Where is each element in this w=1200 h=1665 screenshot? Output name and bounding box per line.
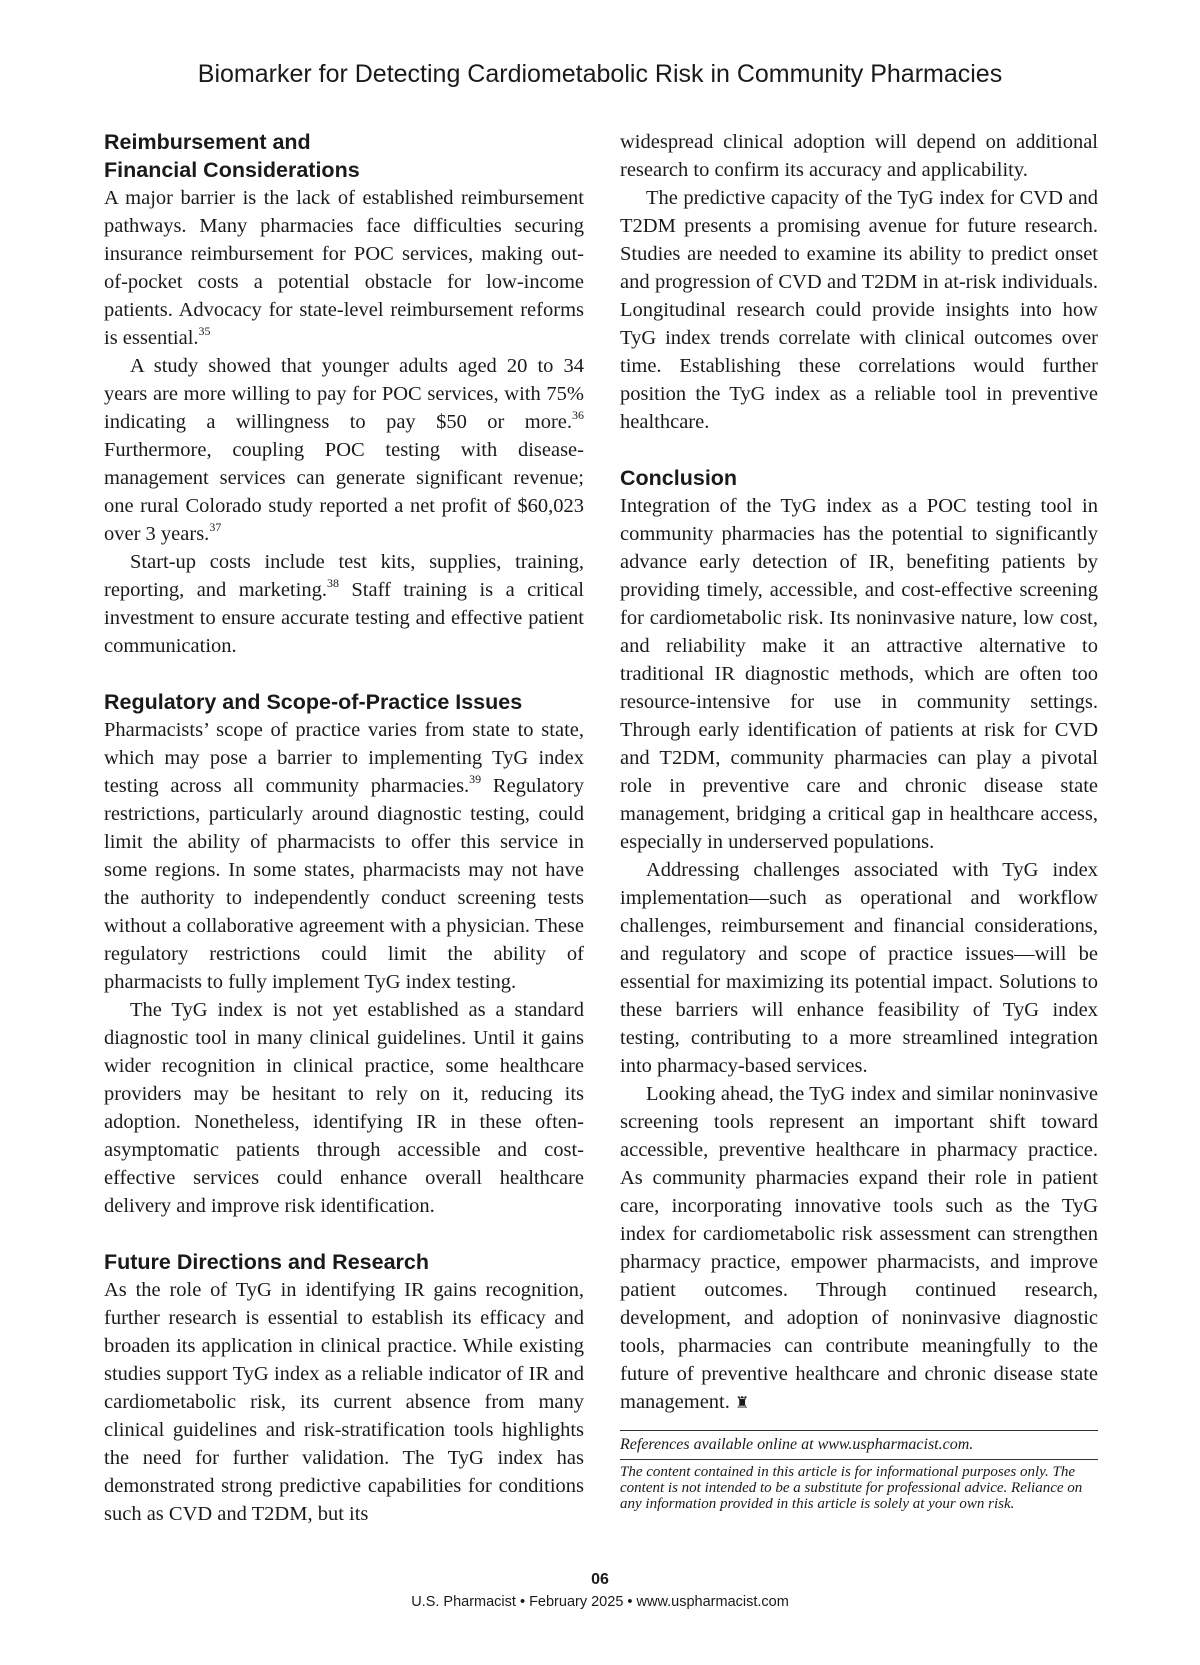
paragraph-text: Start-up costs include test kits, supplies, training, reporting, and marketing. <box>104 551 584 601</box>
section-heading-future-directions: Future Directions and Research <box>104 1250 429 1274</box>
section-heading-regulatory: Regulatory and Scope-of-Practice Issues <box>104 690 523 714</box>
paragraph <box>104 184 584 352</box>
paragraph <box>104 352 584 548</box>
running-header: Biomarker for Detecting Cardiometabolic Risk in Community Pharmacies <box>197 60 1003 88</box>
paragraph: As the role of TyG in identifying IR gains recognition, further research is essential to establish its efficacy and broaden its application in clinical practice. While existing studies support TyG index as a reliable indicator of IR and cardiometabolic risk, its current absence from many clinical guidelines and risk-stratification tools highlights the need for further validation. The TyG index has demonstrated strong predictive capabilities for conditions such as CVD and T2DM, but its <box>104 1279 584 1525</box>
disclaimer: The content contained in this article is for informational purposes only. The content is not intended to be a substitute for professional advice. Reliance on any information provided in this article is solely at your own risk. <box>620 1464 1083 1512</box>
paragraph: The predictive capacity of the TyG index for CVD and T2DM presents a promising avenue for future research. Studies are needed to examine its ability to predict onset and progression of CVD and T2DM in at-risk individuals. Longitudinal research could provide insights into how TyG index trends correlate with clinical outcomes over time. Establishing these correlations would further position the TyG index as a reliable tool in preventive healthcare. <box>620 187 1098 433</box>
paragraph-text: Pharmacists’ scope of practice varies from state to state, which may pose a barrier to implementing TyG index testing across all community pharmacies. <box>104 719 584 797</box>
citation: 37 <box>209 520 222 535</box>
footer-publication-line: U.S. Pharmacist • February 2025 • www.uspharmacist.com <box>411 1594 789 1610</box>
paragraph-text: Regulatory restrictions, particularly around diagnostic testing, could limit the ability of pharmacists to offer this service in some regions. In some states, pharmacists may not have the authority to independently conduct screening tests without a collaborative agreement with a physician. These regulatory restrictions could limit the ability of pharmacists to fully implement TyG index testing. <box>104 775 584 993</box>
paragraph <box>104 548 584 660</box>
citation: 39 <box>469 772 482 787</box>
page-number: 06 <box>591 1571 609 1588</box>
paragraph <box>104 716 584 996</box>
paragraph <box>620 1080 1098 1418</box>
paragraph-text: A major barrier is the lack of established reimbursement pathways. Many pharmacies face difficulties securing insurance reimbursement for POC services, making out-of-pocket costs a potential obstacle for low-income patients. Advocacy for state-level reimbursement reforms is essential. <box>104 187 584 349</box>
right-column <box>620 128 1098 1512</box>
citation: 38 <box>326 576 339 591</box>
section-heading-reimbursement <box>104 128 584 184</box>
paragraph: The TyG index is not yet established as a standard diagnostic tool in many clinical guidelines. Until it gains wider recognition in clinical practice, some healthcare providers may be hesitant to rely on it, reducing its adoption. Nonetheless, identifying IR in these often-asymptomatic patients through accessible and cost-effective services could enhance overall healthcare delivery and improve risk identification. <box>104 999 584 1217</box>
paragraph-text: Furthermore, coupling POC testing with disease-management services can generate significant revenue; one rural Colorado study reported a net profit of $60,023 over 3 years. <box>104 439 584 545</box>
paragraph: Integration of the TyG index as a POC testing tool in community pharmacies has the potential to significantly advance early detection of IR, benefiting patients by providing timely, accessible, and cost-effective screening for cardiometabolic risk. Its noninvasive nature, low cost, and reliability make it an attractive alternative to traditional IR diagnostic methods, which are often too resource-intensive for use in community settings. Through early identification of patients at risk for CVD and T2DM, community pharmacies can play a pivotal role in preventive care and chronic disease state management, bridging a critical gap in healthcare access, especially in underserved populations. <box>620 495 1098 853</box>
paragraph-text: Staff training is a critical investment to ensure accurate testing and effective patient communication. <box>104 579 584 657</box>
paragraph: widespread clinical adoption will depend on additional research to confirm its accuracy and applicability. <box>620 131 1098 181</box>
paragraph: Addressing challenges associated with TyG index implementation—such as operational and workflow challenges, reimbursement and financial considerations, and regulatory and scope of practice issues—will be essential for maximizing its potential impact. Solutions to these barriers will enhance feasibility of TyG index testing, contributing to a more streamlined integration into pharmacy-based services. <box>620 859 1098 1077</box>
references-note: References available online at www.uspharmacist.com. <box>620 1436 974 1453</box>
heading-line: Financial Considerations <box>104 158 360 182</box>
paragraph-text: A study showed that younger adults aged 20 to 34 years are more willing to pay for POC services, with 75% indicating a willingness to pay $50 or more. <box>104 355 584 433</box>
divider <box>620 1459 1098 1460</box>
citation: 35 <box>198 324 211 339</box>
section-heading-conclusion: Conclusion <box>620 466 738 490</box>
left-column <box>104 128 584 1528</box>
paragraph-text: Looking ahead, the TyG index and similar noninvasive screening tools represent an important shift toward accessible, preventive healthcare in pharmacy practice. As community pharmacies expand their role in patient care, incorporating innovative tools such as the TyG index for cardiometabolic risk assessment can strengthen pharmacy practice, empower pharmacists, and improve patient outcomes. Through continued research, development, and adoption of noninvasive diagnostic tools, pharmacies can contribute meaningfully to the future of preventive healthcare and chronic disease state management. <box>620 1083 1098 1413</box>
citation: 36 <box>572 408 584 423</box>
heading-line: Reimbursement and <box>104 130 311 154</box>
divider <box>620 1430 1098 1431</box>
end-mark-icon: ♜ <box>734 1395 750 1412</box>
